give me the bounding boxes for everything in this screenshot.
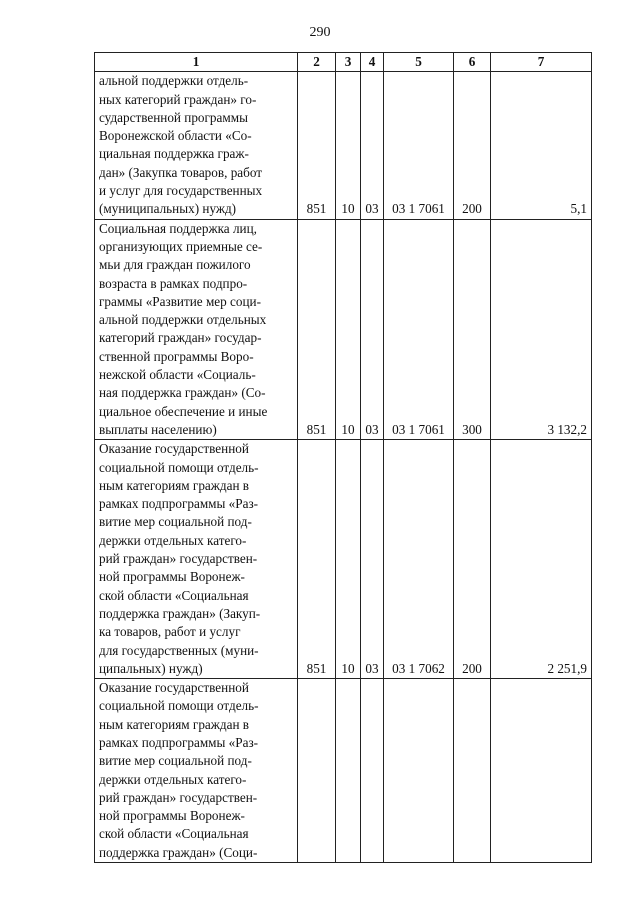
description-line: рий граждан» государствен- [99,789,258,805]
description-line: альной поддержки отдель- [99,73,249,89]
description-line: держки отдельных катего- [99,532,247,548]
page-number: 290 [309,25,331,40]
description-line: циальная поддержка граж- [99,146,249,162]
description-line: граммы «Развитие мер соци- [99,293,261,309]
description-line: категорий граждан» государ- [99,330,262,346]
amount-cell: 5,1 [491,72,592,219]
description-line: мьи для граждан пожилого [99,257,251,273]
code-5-cell: 03 1 7061 [384,72,454,219]
code-3-cell: 10 [336,72,361,219]
budget-table [94,52,592,863]
description-line: поддержка граждан» (Закуп- [99,605,261,621]
description-line: Оказание государственной [99,680,249,696]
description-line: социальной помощи отдель- [99,459,259,475]
table-header-row [95,53,592,72]
col-header-4: 4 [361,53,384,72]
description-line: ской области «Социальная [99,587,249,603]
description-line: альной поддержки отдельных [99,312,267,328]
code-3-cell: 10 [336,440,361,679]
description-line: ной программы Воронеж- [99,808,245,824]
table-row [95,72,592,219]
description-line: и услуг для государственных [99,183,263,199]
description-line: циальное обеспечение и иные [99,403,268,419]
row-description [95,440,298,679]
row-description [95,72,298,219]
description-line: ской области «Социальная [99,826,249,842]
description-line: ная поддержка граждан» (Со- [99,385,266,401]
code-5-cell [384,679,454,863]
description-line: ным категориям граждан в [99,716,250,732]
table-row [95,219,592,440]
description-line: организующих приемные се- [99,238,263,254]
description-line: витие мер социальной под- [99,514,252,530]
description-line: держки отдельных катего- [99,771,247,787]
description-line: Воронежской области «Со- [99,128,252,144]
row-description [95,679,298,863]
col-header-6: 6 [454,53,491,72]
amount-cell: 3 132,2 [491,219,592,440]
description-line: Оказание государственной [99,441,249,457]
description-line: (муниципальных) нужд) [99,201,237,217]
col-header-1: 1 [95,53,298,72]
code-4-cell [361,679,384,863]
description-line: ственной программы Воро- [99,348,254,364]
code-5-cell: 03 1 7062 [384,440,454,679]
code-2-cell [298,679,336,863]
code-3-cell [336,679,361,863]
col-header-2: 2 [298,53,336,72]
table-row [95,679,592,863]
code-2-cell: 851 [298,72,336,219]
code-6-cell [454,679,491,863]
code-4-cell: 03 [361,72,384,219]
code-6-cell: 200 [454,440,491,679]
description-line: витие мер социальной под- [99,753,252,769]
description-line: социальной помощи отдель- [99,698,259,714]
description-line: для государственных (муни- [99,642,259,658]
description-line: сударственной программы [99,109,248,125]
col-header-5: 5 [384,53,454,72]
description-line: рий граждан» государствен- [99,551,258,567]
code-3-cell: 10 [336,219,361,440]
code-2-cell: 851 [298,440,336,679]
description-line: выплаты населению) [99,421,217,437]
description-line: рамках подпрограммы «Раз- [99,496,259,512]
col-header-3: 3 [336,53,361,72]
description-line: ципальных) нужд) [99,660,203,676]
description-line: возраста в рамках подпро- [99,275,248,291]
description-line: поддержка граждан» (Соци- [99,844,258,860]
code-2-cell: 851 [298,219,336,440]
code-6-cell: 200 [454,72,491,219]
description-line: ной программы Воронеж- [99,569,245,585]
description-line: ных категорий граждан» го- [99,91,257,107]
code-6-cell: 300 [454,219,491,440]
code-4-cell: 03 [361,440,384,679]
col-header-7: 7 [491,53,592,72]
amount-cell: 2 251,9 [491,440,592,679]
description-line: Социальная поддержка лиц, [99,220,257,236]
amount-cell [491,679,592,863]
code-5-cell: 03 1 7061 [384,219,454,440]
table-row [95,440,592,679]
description-line: дан» (Закупка товаров, работ [99,164,263,180]
description-line: нежской области «Социаль- [99,367,256,383]
description-line: ным категориям граждан в [99,477,250,493]
description-line: рамках подпрограммы «Раз- [99,734,259,750]
description-line: ка товаров, работ и услуг [99,624,241,640]
row-description [95,219,298,440]
code-4-cell: 03 [361,219,384,440]
